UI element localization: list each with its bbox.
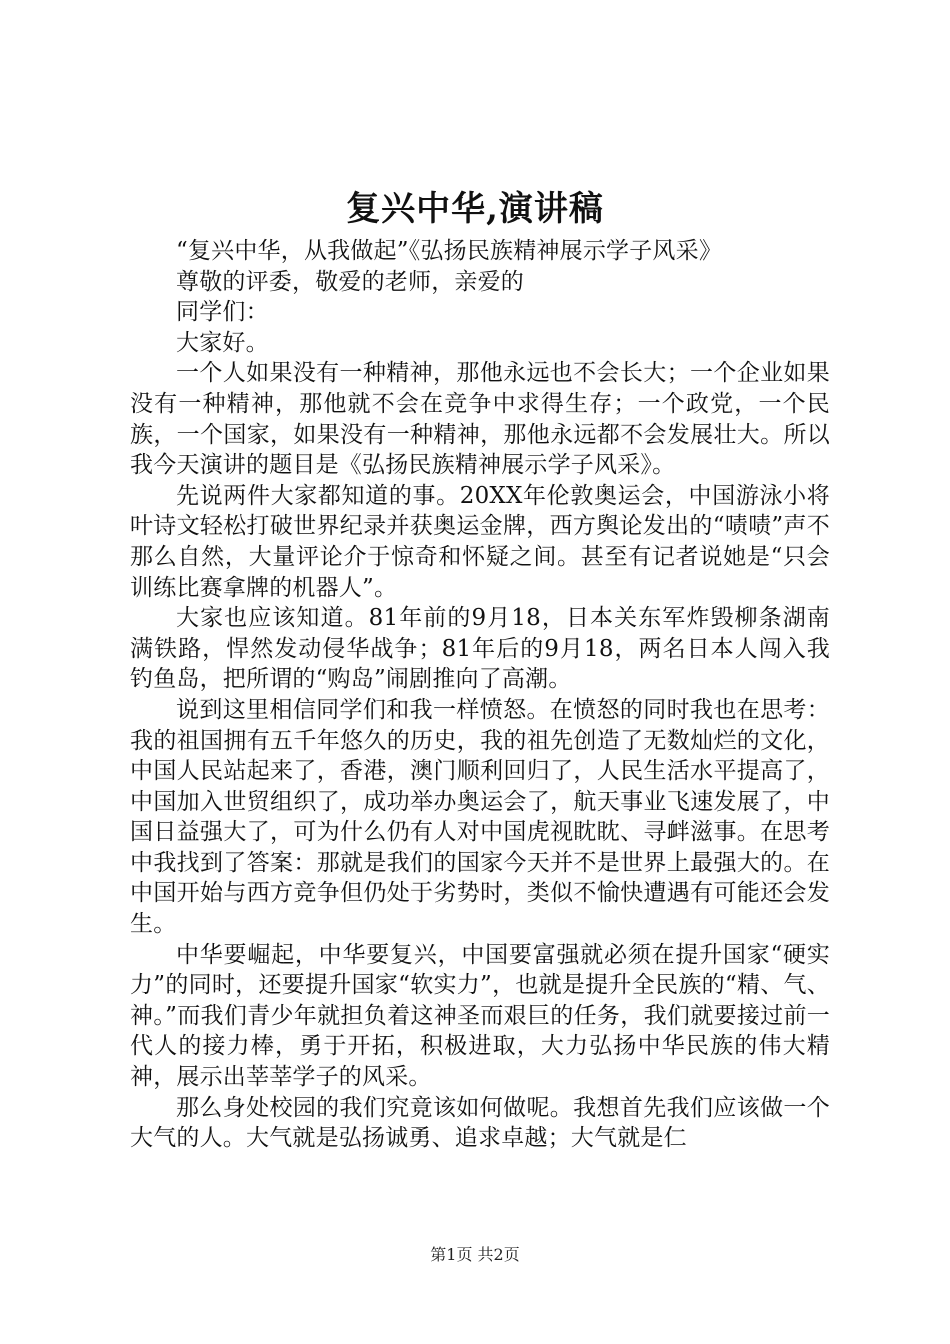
page-number-footer: 第1页 共2页 — [430, 1245, 520, 1264]
paragraph: 先说两件大家都知道的事。20XX年伦敦奥运会，中国游泳小将叶诗文轻松打破世界纪录并获奥运金牌，西方舆论发出的“啧啧”声不那么自然，大量评论介于惊奇和怀疑之间。甚至有记者说她是“只会训练比赛拿牌的机器人”。 — [130, 482, 830, 601]
paragraph-salutation-cont: 同学们： — [176, 299, 269, 326]
paragraph-salutation: 尊敬的评委，敬爱的老师，亲爱的 — [176, 268, 524, 295]
paragraph-subtitle: “复兴中华，从我做起”《弘扬民族精神展示学子风采》 — [176, 238, 723, 264]
paragraph: 一个人如果没有一种精神，那他永远也不会长大；一个企业如果没有一种精神，那他就不会在竞争中求得生存；一个政党，一个民族，一个国家，如果没有一种精神，那他永远都不会发展壮大。所以我今天演讲的题目是《弘扬民族精神展示学子风采》。 — [130, 360, 830, 479]
document-body — [130, 236, 830, 1154]
document-title: 复兴中华,演讲稿 — [346, 189, 604, 229]
paragraph: 大家也应该知道。81年前的9月18，日本关东军炸毁柳条湖南满铁路，悍然发动侵华战争；81年后的9月18，两名日本人闯入我钓鱼岛，把所谓的“购岛”闹剧推向了高潮。 — [130, 605, 830, 693]
paragraph-greeting: 大家好。 — [176, 329, 269, 356]
paragraph: 说到这里相信同学们和我一样愤怒。在愤怒的同时我也在思考：我的祖国拥有五千年悠久的历史，我的祖先创造了无数灿烂的文化，中国人民站起来了，香港，澳门顺利回归了，人民生活水平提高了，中国加入世贸组织了，成功举办奥运会了，航天事业飞速发展了，中国日益强大了，可为什么仍有人对中国虎视眈眈、寻衅滋事。在思考中我找到了答案：那就是我们的国家今天并不是世界上最强大的。在中国开始与西方竞争但仍处于劣势时，类似不愉快遭遇有可能还会发生。 — [130, 696, 830, 938]
paragraph: 那么身处校园的我们究竟该如何做呢。我想首先我们应该做一个大气的人。大气就是弘扬诚勇、追求卓越；大气就是仁 — [130, 1094, 830, 1152]
paragraph: 中华要崛起，中华要复兴，中国要富强就必须在提升国家“硬实力”的同时，还要提升国家“软实力”，也就是提升全民族的“精、气、神。”而我们青少年就担负着这神圣而艰巨的任务，我们就要接过前一代人的接力棒，勇于开拓，积极进取，大力弘扬中华民族的伟大精神，展示出莘莘学子的风采。 — [130, 941, 830, 1091]
